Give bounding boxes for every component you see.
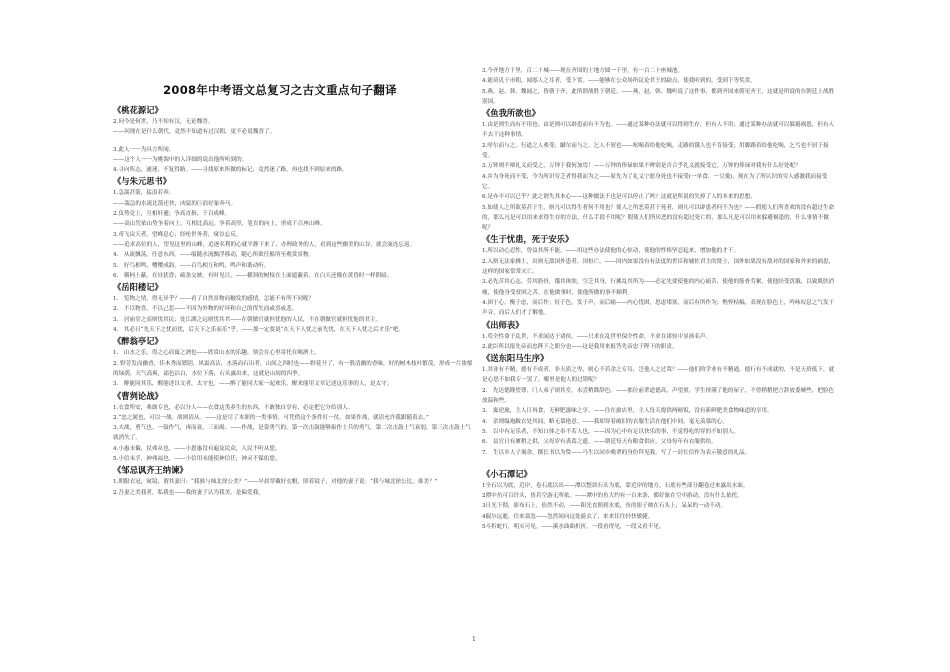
section <box>482 107 837 233</box>
section-heading: 《小石潭记》 <box>482 468 532 479</box>
sentence-line: 3.今齐地方千里，百二十城——现在齐国的土地方圆一千里，有一百二十座城池。 <box>482 68 684 74</box>
sentence-line: 2潭中鱼可百许头，皆若空游无所依。——潭中的鱼大约有一百来条，都好象在空中游动，没有什么依托。 <box>482 493 743 500</box>
sentence-line: 4. 余则缊袍敝衣处其间，略无慕艳意。——我却穿着破旧的衣服生活在他们中间，毫无羡慕的心。 <box>482 418 728 425</box>
sentence-line: 2.此臣所以报先帝而忠陛下之职分也——这是我用来报答先帝忠于陛下的职责。 <box>482 343 678 350</box>
sentence-line: 2. 先达德隆望尊，门人弟子填其室，未尝稍降辞色。——那位前辈道德高，声望重，学生挤满了他的屋子，不曾稍稍把言辞放委婉些，把脸色放温和些。 <box>482 387 835 405</box>
section-heading: 《送东阳马生序》 <box>482 353 549 364</box>
section <box>113 281 475 335</box>
sentence-line: 3日光下彻，影布石上，佁然不动，——阳光直照到水底，鱼的影子映在石头上，呆呆的一动不动。 <box>482 503 727 510</box>
sentence-line: 2.“忠之属也，可以一战。战则请从。——这是尽了本职的一类事情，可凭借这个条件打一仗。如果作战，就请允许我跟随着去。” <box>113 414 429 421</box>
right-column <box>482 66 837 532</box>
section <box>482 352 837 458</box>
sentence-line: 2.吾妻之美我者，私我也——我的妻子认为我美，是偏爱我。 <box>113 489 264 496</box>
section-heading: 《出师表》 <box>482 319 524 330</box>
section-heading: 《醉翁亭记》 <box>113 336 163 347</box>
sentence-line: ——这个人一一为桃源中的人详细的说出他所听到的。 <box>113 156 248 163</box>
sentence-line: 4.小惠未徧，民弗从也。——小恩惠没有遍及民众，人民不听从您。 <box>113 445 281 452</box>
sentence-line: 3.此人一一为具言所闻。 <box>113 146 175 153</box>
section <box>113 175 475 281</box>
sentence-line: 5. 以中有足乐者，不知口体之奉不若人也。——因为心中有足以快乐的事，不觉得吃的穿的不如别人。 <box>482 428 740 435</box>
sentence-line: 2. 不以物喜，不以己悲——不因为外物的好坏和自己的得失而或喜或悲。 <box>113 306 298 313</box>
sentence-line: 1.其业有不精，德有不成者，非天质之卑，则心不若余之专耳，岂他人之过哉？——他们的学业有不精通，德行有不成就的，不是天资低下，就是心思不如我专一罢了，哪里是他人的过错呢？ <box>482 367 835 384</box>
sentence-line: ——湍急的水流比箭还快，凶猛的巨浪好象奔马。 <box>113 200 237 207</box>
sentence-line: 6.是亦不可以已乎？此之谓失其本心——这种做法不也是可以停止了吗？这就是所说的失掉了人的本来的思想。 <box>482 194 756 201</box>
sentence-line: 1. 山水之乐，得之心而寓之酒也——欣赏山水的乐趣，领会在心里寄托在喝酒上。 <box>113 350 320 357</box>
sentence-line: 7. 生以乡人子谒余，撰长书以为贽——马生以同乡晚辈的身份拜见我，写了一封长信作为表示敬意的礼品。 <box>482 449 751 456</box>
sentence-line: 3.鸢飞戾天者，望峰息心；经纶世务者，窥谷忘反。 <box>113 231 242 238</box>
sentence-line: 3. 居庙堂之高则忧其民；处江湖之远则忧其君——在朝做官就担忧他的人民，不在朝做官就担忧他的君主。 <box>113 316 382 323</box>
sentence-line: 3.夫战，勇气也。一鼓作气，再而衰，三而竭。——作战，是靠勇气的。第一次击鼓能够振作士兵的勇气，第二次击鼓士气衰弱，第三次击鼓士气就消失了。 <box>113 425 471 442</box>
sentence-line: 1.苟全性命于乱世，不求闻达于诸侯。——只求在乱世里保全性命，不求在诸侯中显扬名声。 <box>482 333 712 340</box>
sentence-line: 4俶尔远逝，往来翕忽——忽然间向远处游去了，来来往往轻快敏捷。 <box>482 513 654 520</box>
sentence-line: 2.问今是何世，乃不知有汉，无论魏晋。 <box>113 119 214 125</box>
section <box>113 335 475 389</box>
section <box>482 468 837 532</box>
sentence-line: 1.朝服衣冠，窥镜，谓其妻曰：“我孰与城北徐公美？”——早晨穿戴好衣帽，照着镜子，对他的妻子说：“我与城北徐公比，谁美？” <box>113 479 438 486</box>
sentence-line: 4.寻向所志，遂迷，不复得路。——寻找原来所做的标记，竟然迷了路，再也找不到原来的路。 <box>113 167 348 174</box>
page-title: 2008年中考语文总复习之古文重点句子翻译 <box>163 83 397 97</box>
sentence-line: ——问现在是什么朝代，竟然不知道有过汉朝，更不必说魏晋了。 <box>113 129 276 136</box>
section-heading: 《与朱元思书》 <box>113 176 172 187</box>
sentence-line: 1.急湍甚箭，猛浪若奔。 <box>113 190 175 197</box>
sentence-line: 4.乡为身死而不受，今为所识穷乏者得我而为之——原先为了礼义宁愿身死也不接受(一单食、一豆羹)，现在为了所认识的穷人感激我而接受它。 <box>482 173 828 190</box>
section <box>113 464 475 498</box>
section-heading: 《岳阳楼记》 <box>113 282 163 293</box>
sentence-line: 2. 野芳发而幽香，佳木秀而繁阴，风霜高洁，水落而石出者，山间之四时也——野花开了，有一股清幽的香味，好的树木枝叶繁茂，形成一片浓郁的绿荫，天气高爽，霜色洁白，水位下落，石头露出来，这就是山间的四季。 <box>113 360 473 377</box>
sentence-line: 1.由是则生而有不用也；由是则可以辟患而有不为也。——通过某种办法就可以得到生存，但有人不用；通过某种办法就可以躲避祸患，但有人不去干这种事情。 <box>482 122 835 139</box>
sentence-line: 6. 县官日有廪稍之供，父母岁有裘葛之遗。——朝廷每天有粮食供应，父母每年有衣服供给。 <box>482 439 717 446</box>
sentence-line: 5斗折蛇行，明灭可见。——溪水曲曲折折，一段看得见，一段又看不见。 <box>482 523 665 530</box>
sentence-line: ——追求高位的人，望见这里的山峰，追逐名利的心就平静下来了，办理政务的人，看到这些幽美的山谷，就会流连忘返。 <box>113 241 416 248</box>
sentence-line: 2.入则无法家拂士，出则无敌国外患者，国恒亡。——国内如果没有有法度的世臣和辅佐君主的贤士，国外如果没有敌对的国家和外来的祸患，这样的国家常常灭亡。 <box>482 258 835 276</box>
sentence-line: 5.如使人之所欲莫甚于生，则凡可以得生者何不用也？使人之所恶莫甚于死者，则凡可以辟患者何不为也？——假使人们所喜欢的没有超过生命的，那么凡是可以用来求得生存的方法，什么手段不用呢？假使人们所厌恶的没有超过死亡的，那么凡是可以用来躲避祸患的，什么事情不做呢？ <box>482 204 835 232</box>
sentence-line: 3. 醉能同其乐，醒能述以文者，太守也。——醉了能同大家一起欢乐，醒来能用文章记述这乐事的人，是太守。 <box>113 381 393 388</box>
sentence-line: 2.呼尔而与之，行道之人弗受；蹴尔而与之，乞人不屑也——吆喝着给他吃喝，走路的饿人也不肯接受；用脚踢着给他吃喝，乞丐也不屑于接受。 <box>482 142 829 160</box>
sentence-line: 3. 寓逆旅，主人日再食，无鲜肥滋味之享。——住在旅店里，主人每天提供两顿饭，没有新鲜肥美食物味道的享用。 <box>482 408 773 415</box>
sentence-line: 5. 好鸟相鸣，嘤嘤成韵。——百鸟相互和鸣，鸣声和谐动听。 <box>113 262 270 269</box>
sentence-line: 5.小信未孚，神弗福也。——小信用未能使神信任，神灵不保佑您。 <box>113 456 281 463</box>
left-column <box>113 104 475 498</box>
sentence-line: 4. 其必曰“先天下之忧而忧，后天下之乐而乐”乎。——那一定要说“在天下人忧之前先忧，在天下人忧之后才乐”吧。 <box>113 327 404 334</box>
section <box>482 319 837 353</box>
section <box>113 104 475 175</box>
sentence-line: ——高山凭依山势争着向上，互相比高远。争着高竖，笔直的向上，形成千百座山峰。 <box>113 221 326 228</box>
sentence-line: 1全石以为底，近岸，卷石底以出——潭以整块石头为底，靠近岸的地方，石底有些部分翻卷过来露出水面。 <box>482 482 749 489</box>
sentence-line: 1.衣食所安，弗敢专也，必以分人——衣食这类养生的东西，不敢独自享有，必定把它分给别人。 <box>113 404 354 411</box>
sentence-line <box>113 138 475 145</box>
section <box>482 66 837 107</box>
section-heading: 《曹刿论战》 <box>113 390 163 401</box>
section-heading: 《鱼我所欲也》 <box>482 108 541 119</box>
sentence-line: 1.所以动心忍性，曾益其所不能。——用这些办法使他的心惊动，使他的性格坚忍起来，增加他的才干。 <box>482 248 740 255</box>
sentence-line: 3.万钟则不辩礼义而受之，万钟于我何加焉！——万钟的俸禄如果不辨别是否合乎礼义就接受它，万钟的俸禄对我有什么好处呢？ <box>482 163 801 170</box>
sentence-line: 4.困于心，衡于虑，而后作；征于色，发于声，而后喻——内心忧困，思虑堵塞，而后有所作为；憔悴枯槁，表现在脸色上，吟咏叹息之气发于声音，而后人们才了解他。 <box>482 299 835 317</box>
sentence-line: 1. 览物之情，得无异乎？——看了自然景物而触发的感情，怎能不有所不同呢？ <box>113 296 315 303</box>
section-heading: 《桃花源记》 <box>113 105 163 115</box>
section-heading: 《生于忧患，死于安乐》 <box>482 234 574 245</box>
sentence-line: 2.负势竞上，互相轩邈；争高直指，千百成峰。 <box>113 211 231 218</box>
section <box>482 233 837 318</box>
sentence-line: 4.能谤讥于市朝，闻寡人之耳者，受下赏。——能够在公众场所议论君王的缺点，使我听到的，受到下等奖赏。 <box>482 78 756 85</box>
sentence-line: 4. 从流飘荡，任意东西。——船随水流飘浮移动，随心所欲任船所至观赏景物。 <box>113 252 315 259</box>
section-heading: 《邹忌讽齐王纳谏》 <box>113 465 188 476</box>
sentence-line: 5.燕、赵、韩、魏闻之，皆朝于齐，此所谓战胜于朝廷。——燕、赵、韩、魏听说了这件事，都到齐国来朝见齐王，这就是所说的在朝廷上战胜别国。 <box>482 88 835 105</box>
sentence-line: 6. 横柯上蔽，在昼犹昏；疏条交映，有时见日。——横斜的树枝在上面遮蔽着，在白天还像在黄昏时一样阴暗。 <box>113 272 393 279</box>
section <box>113 390 475 465</box>
sentence-line: 3.必先苦其心志，劳其筋骨，饿其体肤，空乏其身，行拂乱其所为——必定先要使他的内心痛苦，使他的筋骨劳累，使他经受饥饿，以致肌肤消瘦，使他身受贫困之苦，在他做事时，使他所做的事不顺利。 <box>482 279 835 296</box>
page-number: 1 <box>472 636 476 643</box>
